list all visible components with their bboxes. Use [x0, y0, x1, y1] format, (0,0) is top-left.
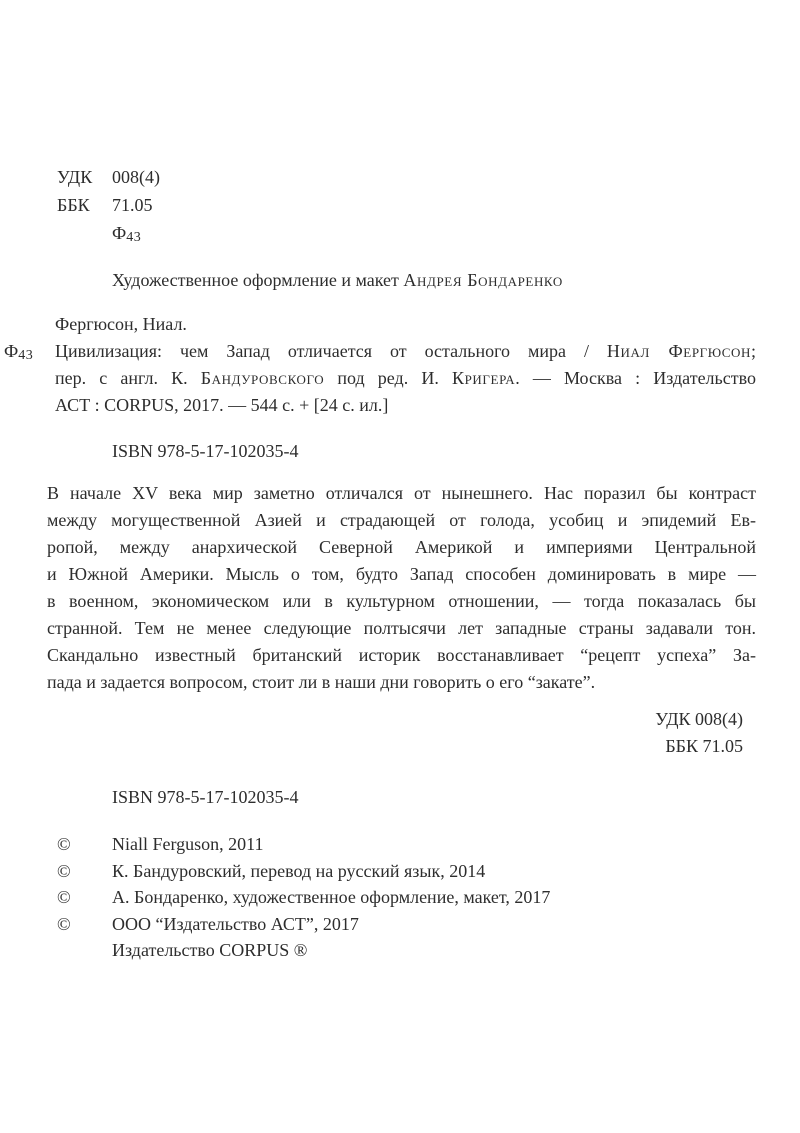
designer-name: Андрея Бондаренко	[403, 270, 563, 290]
copyright-symbol: ©	[57, 834, 71, 854]
catalog-card-mark: Ф43	[4, 341, 34, 364]
copyright-row	[57, 858, 550, 885]
isbn-top: ISBN 978-5-17-102035-4	[112, 441, 299, 461]
annotation-line: Скандально известный британский историк восстанавливает “рецепт успеха” За-	[47, 645, 756, 665]
author-mark: Ф43	[112, 223, 142, 246]
design-credit	[112, 267, 563, 294]
annotation-line: пада и задается вопросом, стоит ли в наши дни говорить о его “закате”.	[47, 672, 596, 692]
udk-bottom: УДК 008(4)	[655, 709, 743, 729]
copyright-block	[57, 831, 550, 964]
annotation-line: странной. Тем не менее следующие полтысячи лет западные страны задавали тон.	[47, 618, 756, 638]
classification-top-block	[57, 163, 160, 249]
copyright-text: А. Бондаренко, художественное оформление, макет, 2017	[112, 887, 551, 907]
udk-label: УДК	[57, 167, 93, 187]
copyright-symbol: ©	[57, 860, 71, 881]
annotation-line: в военном, экономическом или в культурном отношении, — тогда показалась бы	[47, 591, 756, 611]
editor-name-smallcaps: Кригера	[451, 368, 516, 388]
copyright-symbol: ©	[57, 887, 71, 907]
bbk-value: 71.05	[112, 195, 153, 215]
translator-name-smallcaps: Бандуровского	[200, 368, 325, 388]
catalog-card-body	[4, 338, 757, 419]
annotation-line: между могущественной Азией и страдающей от голода, усобиц и эпидемий Ев-	[47, 510, 756, 530]
author-mark-row	[57, 219, 160, 249]
catalog-card-author-heading: Фергюсон, Ниал.	[55, 314, 187, 334]
author-name-smallcaps: Ниал Фергюсон	[606, 341, 751, 361]
design-credit-text: Художественное оформление и макет	[112, 270, 404, 290]
udk-value: 008(4)	[112, 167, 160, 187]
annotation-line: ропой, между анархической Северной Америкой и империями Центральной	[47, 537, 756, 557]
copyright-symbol: ©	[57, 913, 71, 934]
publisher-footer-row	[57, 937, 550, 964]
copyright-text: Niall Ferguson, 2011	[112, 834, 264, 854]
annotation-line: В начале XV века мир заметно отличался от нынешнего. Нас поразил бы контраст	[47, 483, 756, 503]
bbk-label: ББК	[57, 195, 90, 215]
bbk-row	[57, 191, 160, 219]
catalog-card-line-2: пер. с англ. К. Бандуровского под ред. И. Кригера. — Москва : Издательство	[55, 368, 756, 388]
bbk-bottom: ББК 71.05	[665, 736, 743, 756]
copyright-text: ООО “Издательство АСТ”, 2017	[112, 913, 359, 934]
catalog-card-line-1: Цивилизация: чем Запад отличается от остального мира / Ниал Фергюсон;	[55, 341, 757, 361]
copyright-row	[57, 911, 550, 938]
annotation-line: и Южной Америки. Мысль о том, будто Запад способен доминировать в мире —	[47, 564, 756, 584]
isbn-bottom: ISBN 978-5-17-102035-4	[112, 787, 299, 807]
copyright-row	[57, 831, 550, 858]
catalog-card-line-3: АСТ : CORPUS, 2017. — 544 с. + [24 с. ил.]	[55, 395, 389, 415]
annotation-paragraph	[47, 480, 756, 696]
publisher-footer-text: Издательство CORPUS ®	[112, 940, 308, 960]
classification-bottom-block	[655, 706, 743, 760]
udk-row	[57, 163, 160, 191]
copyright-row	[57, 884, 550, 911]
copyright-text: К. Бандуровский, перевод на русский язык, 2014	[112, 860, 486, 881]
